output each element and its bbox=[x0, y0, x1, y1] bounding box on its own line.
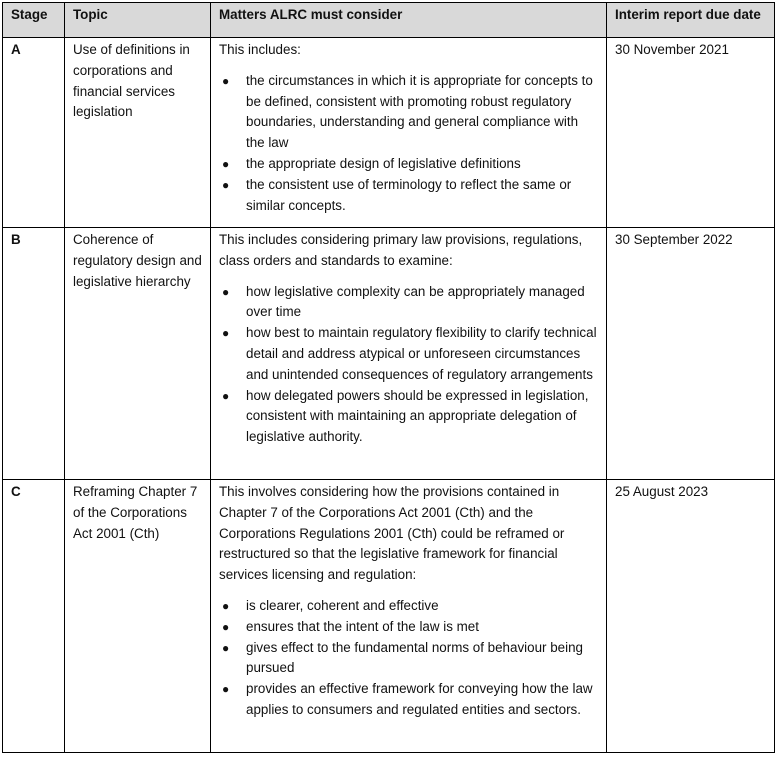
matters-intro: This includes considering primary law provisions, regulations, class orders and standards to examine: bbox=[219, 232, 583, 268]
matters-list bbox=[219, 71, 600, 217]
list-item bbox=[219, 71, 600, 154]
table-row-stage-c bbox=[3, 480, 775, 753]
topic-cell: Coherence of regulatory design and legislative hierarchy bbox=[65, 228, 211, 480]
terms-of-reference-table bbox=[2, 2, 775, 753]
stage-cell: A bbox=[3, 38, 65, 228]
bullet-icon: ● bbox=[222, 177, 230, 192]
matters-list bbox=[219, 282, 600, 448]
list-item-text: how best to maintain regulatory flexibility to clarify technical detail and address atypical or unforeseen circumstances and unintended consequences of regulatory arrangements bbox=[246, 325, 597, 382]
bullet-icon: ● bbox=[222, 73, 230, 88]
table-row-stage-b bbox=[3, 228, 775, 480]
list-item bbox=[219, 679, 600, 721]
list-item-text: the circumstances in which it is appropriate for concepts to be defined, consistent with promoting robust regulatory boundaries, understanding and general compliance with the law bbox=[246, 72, 593, 151]
list-item-text: ensures that the intent of the law is met bbox=[246, 618, 479, 634]
matters-cell bbox=[211, 38, 607, 228]
list-item-text: the consistent use of terminology to reflect the same or similar concepts. bbox=[246, 176, 572, 213]
matters-intro: This involves considering how the provisions contained in Chapter 7 of the Corporations Act 2001 (Cth) and the Corporations Regulations 2001 (Cth) could be reframed or restructured so that the legislative framework for financial services licensing and regulation: bbox=[219, 484, 565, 583]
due-date-cell: 30 November 2021 bbox=[607, 38, 775, 228]
list-item-text: is clearer, coherent and effective bbox=[246, 597, 439, 613]
list-item-text: provides an effective framework for conveying how the law applies to consumers and regulated entities and sectors. bbox=[246, 681, 593, 717]
bullet-icon: ● bbox=[222, 284, 230, 299]
due-date-cell: 30 September 2022 bbox=[607, 228, 775, 480]
bullet-icon: ● bbox=[222, 682, 230, 697]
bullet-icon: ● bbox=[222, 326, 230, 341]
list-item-text: how legislative complexity can be appropriately managed over time bbox=[246, 283, 585, 320]
stage-cell: C bbox=[3, 480, 65, 753]
header-row bbox=[3, 3, 775, 38]
stage-cell: B bbox=[3, 228, 65, 480]
matters-cell bbox=[211, 228, 607, 480]
topic-cell: Use of definitions in corporations and financial services legislation bbox=[65, 38, 211, 228]
list-item bbox=[219, 154, 600, 175]
header-stage: Stage bbox=[3, 3, 65, 38]
list-item-text: gives effect to the fundamental norms of behaviour being pursued bbox=[246, 639, 583, 676]
bullet-icon: ● bbox=[222, 156, 230, 171]
list-item bbox=[219, 596, 600, 617]
matters-cell bbox=[211, 480, 607, 753]
bullet-icon: ● bbox=[222, 619, 230, 634]
list-item bbox=[219, 175, 600, 217]
list-item bbox=[219, 638, 600, 680]
header-topic: Topic bbox=[65, 3, 211, 38]
header-matters: Matters ALRC must consider bbox=[211, 3, 607, 38]
header-due-date: Interim report due date bbox=[607, 3, 775, 38]
topic-cell: Reframing Chapter 7 of the Corporations Act 2001 (Cth) bbox=[65, 480, 211, 753]
bullet-icon: ● bbox=[222, 388, 230, 403]
table-row-stage-a bbox=[3, 38, 775, 228]
list-item bbox=[219, 323, 600, 385]
matters-list bbox=[219, 596, 600, 721]
list-item bbox=[219, 617, 600, 638]
list-item bbox=[219, 386, 600, 448]
list-item bbox=[219, 282, 600, 324]
bullet-icon: ● bbox=[222, 598, 230, 613]
due-date-cell: 25 August 2023 bbox=[607, 480, 775, 753]
bullet-icon: ● bbox=[222, 640, 230, 655]
list-item-text: how delegated powers should be expressed in legislation, consistent with maintaining an appropriate delegation of legislative authority. bbox=[246, 387, 589, 445]
list-item-text: the appropriate design of legislative definitions bbox=[246, 155, 521, 171]
matters-intro: This includes: bbox=[219, 42, 301, 57]
